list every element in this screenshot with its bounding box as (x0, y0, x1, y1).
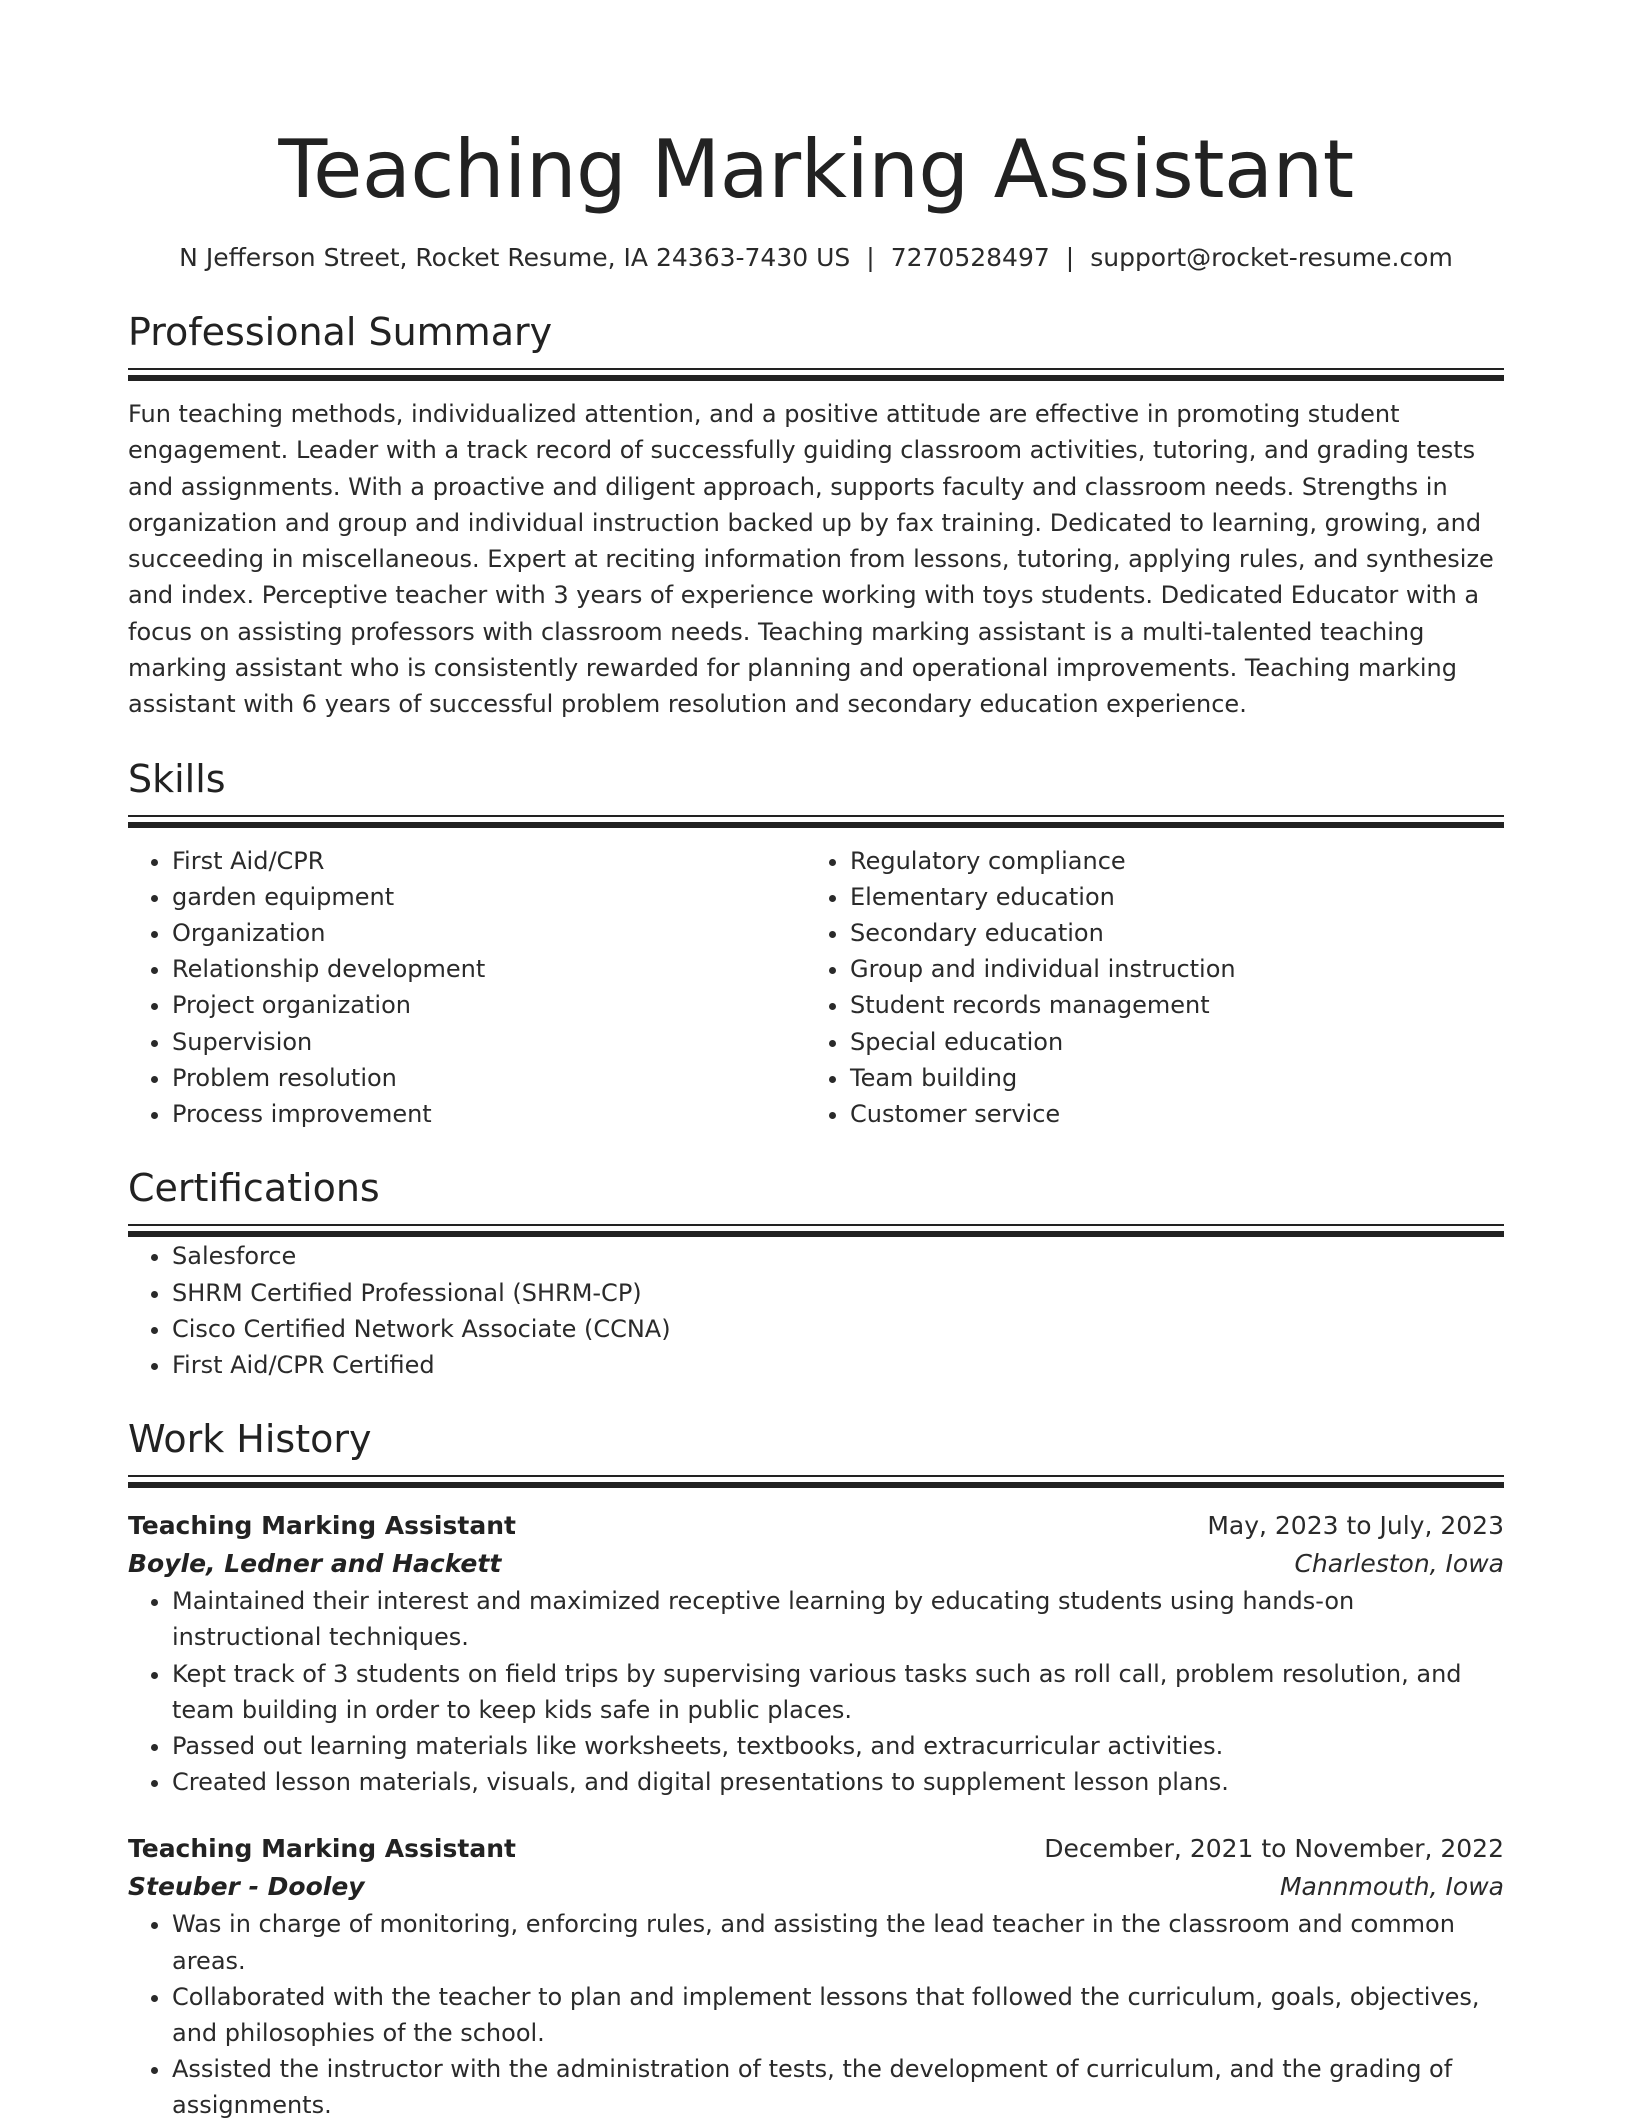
skill-item: • First Aid/CPR (172, 843, 806, 879)
section-divider (128, 1475, 1504, 1489)
job-entry (128, 1507, 1504, 1800)
skill-item: • Student records management (850, 987, 1484, 1023)
contact-email: support@rocket-resume.com (1090, 243, 1453, 272)
skills-list-left (128, 843, 806, 1133)
skills-grid (128, 843, 1504, 1133)
job-location: Charleston, Iowa (1294, 1549, 1504, 1579)
job-subheader-row (128, 1868, 1504, 1906)
skill-item: • Regulatory compliance (850, 843, 1484, 879)
job-title: Teaching Marking Assistant (128, 1511, 516, 1541)
skills-section (128, 753, 1504, 1133)
job-company: Steuber - Dooley (128, 1872, 365, 1902)
job-bullet: • Passed out learning materials like worksheets, textbooks, and extracurricular activities. (172, 1728, 1504, 1764)
certification-item: • First Aid/CPR Certified (172, 1347, 1504, 1383)
certification-item: • SHRM Certified Professional (SHRM-CP) (172, 1275, 1504, 1311)
skill-item: • Group and individual instruction (850, 951, 1484, 987)
job-bullet: • Was in charge of monitoring, enforcing rules, and assisting the lead teacher in the classroom and common areas. (172, 1906, 1504, 1978)
skill-item: • Relationship development (172, 951, 806, 987)
skills-column-right (806, 843, 1484, 1133)
skill-item: • Team building (850, 1060, 1484, 1096)
resume-page (128, 0, 1504, 2124)
section-title-skills: Skills (128, 756, 226, 801)
job-entry (128, 1830, 1504, 2123)
job-header-row (128, 1507, 1504, 1545)
skill-item: • garden equipment (172, 879, 806, 915)
skill-item: • Elementary education (850, 879, 1484, 915)
job-dates: May, 2023 to July, 2023 (1207, 1511, 1504, 1541)
skills-column-left (128, 843, 806, 1133)
job-bullet: • Created lesson materials, visuals, and digital presentations to supplement lesson plans. (172, 1764, 1504, 1800)
section-divider (128, 815, 1504, 829)
skills-list-right (806, 843, 1484, 1133)
contact-line (128, 240, 1504, 276)
job-bullet: • Assisted the instructor with the administration of tests, the development of curriculum, and the grading of assignments. (172, 2051, 1504, 2123)
section-title-work-history: Work History (128, 1417, 372, 1462)
work-history-section (128, 1413, 1504, 2123)
job-company: Boyle, Ledner and Hackett (128, 1549, 502, 1579)
contact-separator: | (1065, 243, 1075, 272)
skill-item: • Supervision (172, 1024, 806, 1060)
skill-item: • Problem resolution (172, 1060, 806, 1096)
certifications-list (128, 1238, 1504, 1383)
job-bullet: • Kept track of 3 students on field trips by supervising various tasks such as roll call, problem resolution, and team building in order to keep kids safe in public places. (172, 1656, 1504, 1728)
contact-address: N Jefferson Street, Rocket Resume, IA 24363-7430 US (179, 243, 851, 272)
job-subheader-row (128, 1545, 1504, 1583)
job-bullets (128, 1906, 1504, 2123)
job-header-row (128, 1830, 1504, 1868)
certification-item: • Cisco Certified Network Associate (CCNA) (172, 1311, 1504, 1347)
skill-item: • Project organization (172, 987, 806, 1023)
job-location: Mannmouth, Iowa (1279, 1872, 1504, 1902)
certifications-section (128, 1162, 1504, 1383)
skill-item: • Customer service (850, 1096, 1484, 1132)
skill-item: • Secondary education (850, 915, 1484, 951)
summary-text: Fun teaching methods, individualized attention, and a positive attitude are effective in promoting student engagement. Leader with a track record of successfully guiding classroom activities, tutoring, and grading tests and assignments. With a proactive and diligent approach, supports faculty and classroom needs. Strengths in organization and group and individual instruction backed up by fax training. Dedicated to learning, growing, and succeeding in miscellaneous. Expert at reciting information from lessons, tutoring, applying rules, and synthesize and index. Perceptive teacher with 3 years of experience working with toys students. Dedicated Educator with a focus on assisting professors with classroom needs. Teaching marking assistant is a multi-talented teaching marking assistant who is consistently rewarded for planning and operational improvements. Teaching marking assistant with 6 years of successful problem resolution and secondary education experience. (128, 400, 1494, 719)
job-dates: December, 2021 to November, 2022 (1044, 1834, 1504, 1864)
section-divider (128, 368, 1504, 382)
job-title: Teaching Marking Assistant (128, 1834, 516, 1864)
skill-item: • Special education (850, 1024, 1484, 1060)
job-bullet: • Collaborated with the teacher to plan and implement lessons that followed the curriculum, goals, objectives, and philosophies of the school. (172, 1979, 1504, 2051)
resume-name: Teaching Marking Assistant (278, 123, 1354, 216)
skill-item: • Organization (172, 915, 806, 951)
job-bullet: • Maintained their interest and maximized receptive learning by educating students using hands-on instructional techniques. (172, 1583, 1504, 1655)
certification-item: • Salesforce (172, 1238, 1504, 1274)
contact-separator: | (866, 243, 875, 272)
contact-phone: 7270528497 (890, 243, 1050, 272)
summary-section (128, 306, 1504, 723)
section-title-certifications: Certifications (128, 1166, 380, 1211)
section-divider (128, 1224, 1504, 1238)
section-title-summary: Professional Summary (128, 310, 553, 354)
skill-item: • Process improvement (172, 1096, 806, 1132)
job-bullets (128, 1583, 1504, 1800)
